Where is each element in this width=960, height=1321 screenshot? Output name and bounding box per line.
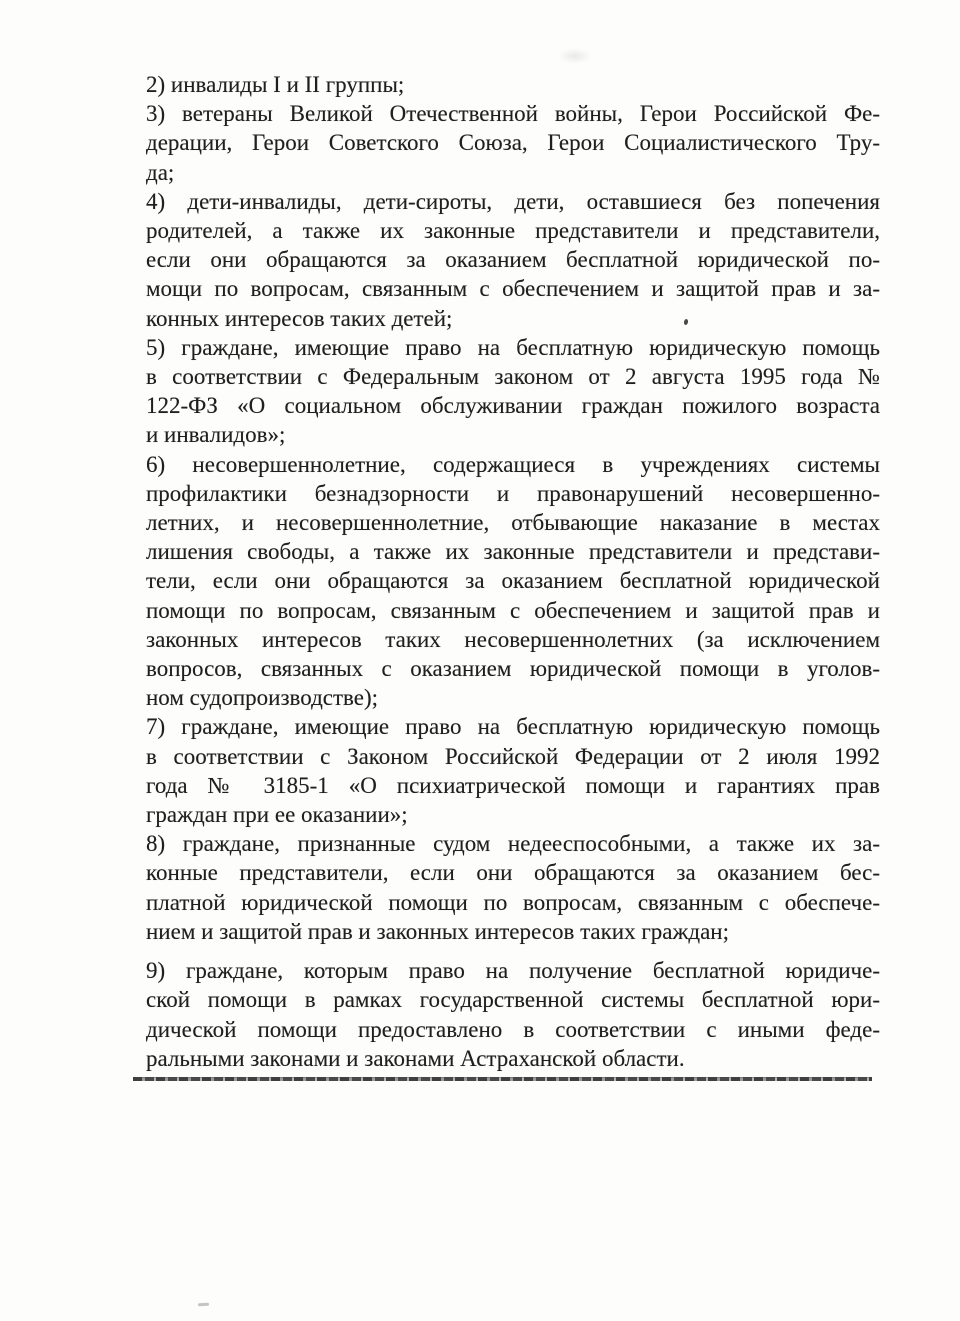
text-line: дической помощи предоставлено в соответствии с иными феде- <box>146 1016 880 1042</box>
text-line: летних, и несовершеннолетние, отбывающие наказание в местах <box>146 510 880 536</box>
text-line: 122-ФЗ «О социальном обслуживании граждан пожилого возраста <box>146 393 880 419</box>
text-line: родителей, а также их законные представители и представители, <box>146 218 880 244</box>
text-line: ской помощи в рамках государственной системы бесплатной юри- <box>146 987 880 1013</box>
text-line: законных интересов таких несовершеннолетних (за исключением <box>146 626 880 652</box>
text-line: в соответствии с Федеральным законом от 2 августа 1995 года № <box>146 364 880 390</box>
text-line: да; <box>146 159 175 185</box>
paragraph-item-5 <box>146 333 880 450</box>
paragraph-item-7 <box>146 712 880 829</box>
paragraph-item-9 <box>146 956 880 1073</box>
text-line: платной юридической помощи по вопросам, связанным с обеспече- <box>146 889 880 915</box>
text-line: и инвалидов»; <box>146 422 286 448</box>
paragraph-item-4 <box>146 187 880 333</box>
paragraph-item-2 <box>146 70 880 99</box>
text-line: 3) ветераны Великой Отечественной войны, Герои Российской Фе- <box>146 101 880 127</box>
text-line: вопросов, связанных с оказанием юридической помощи в уголов- <box>146 656 880 682</box>
text-line: конных интересов таких детей; <box>146 305 453 331</box>
document-text-block <box>146 70 880 1081</box>
text-line: дерации, Герои Советского Союза, Герои Социалистического Тру- <box>146 130 880 156</box>
scan-smudge-artifact <box>558 48 592 64</box>
text-line: нием и защитой прав и законных интересов таких граждан; <box>146 918 730 944</box>
text-line: если они обращаются за оказанием бесплатной юридической по- <box>146 247 880 273</box>
text-line: граждан при ее оказании»; <box>146 802 408 828</box>
text-line: 2) инвалиды I и II группы; <box>146 72 405 97</box>
text-line: 7) граждане, имеющие право на бесплатную юридическую помощь <box>146 714 880 740</box>
text-line: профилактики безнадзорности и правонарушений несовершенно- <box>146 480 880 506</box>
text-line: ном судопроизводстве); <box>146 685 379 711</box>
paragraph-item-3 <box>146 99 880 187</box>
text-line: тели, если они обращаются за оказанием бесплатной юридической <box>146 568 880 594</box>
text-line: помощи по вопросам, связанным с обеспечением и защитой прав и <box>146 597 880 623</box>
scan-dash-artifact <box>198 1303 209 1307</box>
separator-line <box>133 1077 872 1081</box>
paragraph-item-8 <box>146 829 880 946</box>
text-line: конные представители, если они обращаются за оказанием бес- <box>146 860 880 886</box>
text-line: года № 3185-1 «О психиатрической помощи и гарантиях прав <box>146 772 880 798</box>
text-line: 9) граждане, которым право на получение бесплатной юридиче- <box>146 958 880 984</box>
text-line: ральными законами и законами Астраханской области. <box>146 1045 685 1071</box>
text-line: 4) дети-инвалиды, дети-сироты, дети, оставшиеся без попечения <box>146 188 880 214</box>
text-line: мощи по вопросам, связанным с обеспечением и защитой прав и за- <box>146 276 880 302</box>
text-line: 5) граждане, имеющие право на бесплатную юридическую помощь <box>146 334 880 360</box>
text-line: 8) граждане, признанные судом недееспособными, а также их за- <box>146 831 880 857</box>
text-line: в соответствии с Законом Российской Федерации от 2 июля 1992 <box>146 743 880 769</box>
text-line: лишения свободы, а также их законные представители и представи- <box>146 539 880 565</box>
text-line: 6) несовершеннолетние, содержащиеся в учреждениях системы <box>146 451 880 477</box>
paragraph-item-6 <box>146 450 880 713</box>
